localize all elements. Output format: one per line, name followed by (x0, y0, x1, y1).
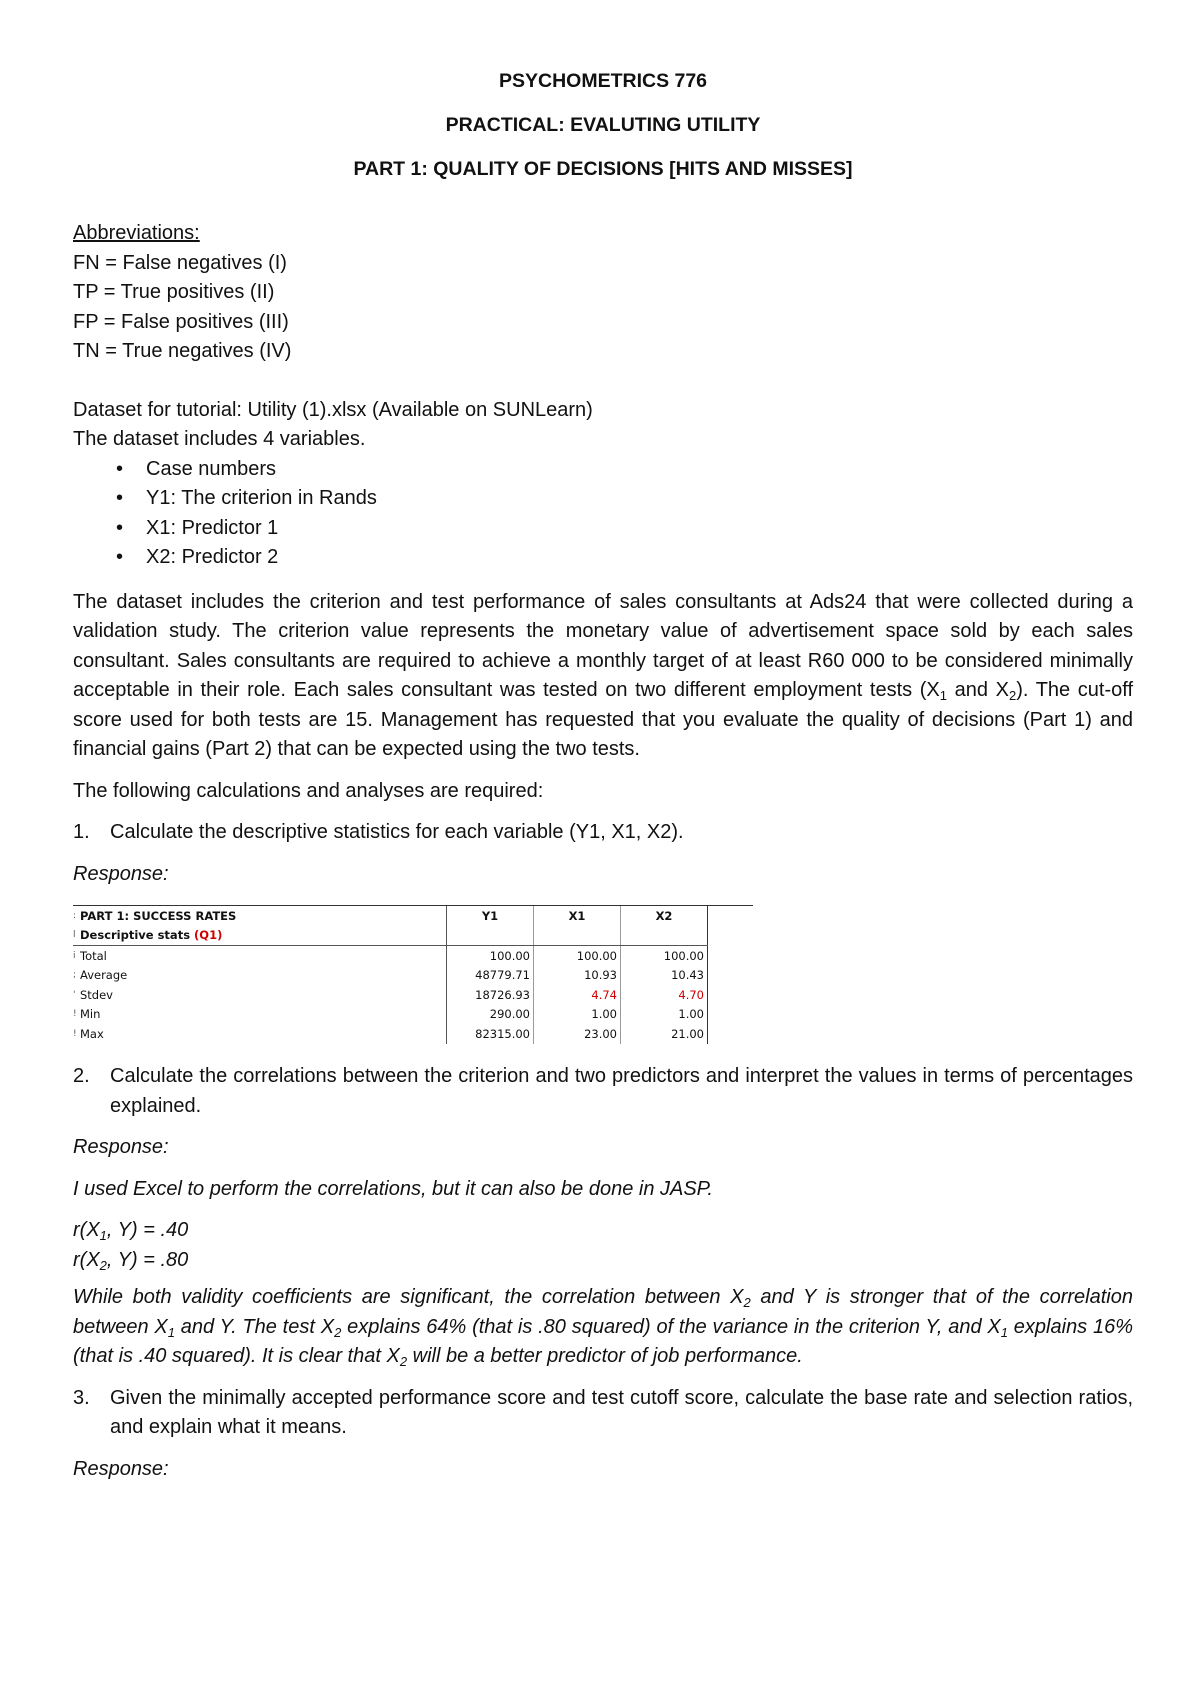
question-number: 2. (73, 1065, 90, 1087)
intro-paragraph: The dataset includes the criterion and test performance of sales consultants at Ads24 that were collected during a validation study. The criterion value represents the monetary value of advertisement space sold by each sales consultant. Sales consultants are required to achieve a monthly target of at least R60 000 to be considered minimally acceptable in their role. Each sales consultant was tested on two different employment tests ($X_1$ and $X_2$). The cut-off score used for both tests are 15. Management has requested that you evaluate the quality of decisions (Part 1) and financial gains (Part 2) that can be expected using the two tests. (73, 590, 1133, 760)
question-text: Calculate the correlations between the criterion and two predictors and interpret the values in terms of percentages explained. (110, 1065, 1133, 1117)
table-subtitle: Descriptive stats (Q1) (77, 926, 447, 946)
correlation-values (73, 1216, 1133, 1275)
abbrev-item: TN = True negatives (IV) (73, 340, 292, 362)
descriptive-stats-table: : PART 1: SUCCESS RATES Y1 X1 X2 l Descriptive stats (Q1) i Total 100.00 100.00 100.00 ; Average 48779.71 10.93 10.43 ' Stdev 18726.93 4.74 4.70 ! Min 290.00 1.00 1.00 ! Max 82315.00 23.00 21.00 (73, 905, 753, 1046)
response-label: Response: (73, 862, 169, 885)
table-row: i Total 100.00 100.00 100.00 (73, 946, 708, 966)
column-header: X1 (534, 906, 621, 926)
question-1 (73, 818, 1133, 848)
list-item: • Case numbers (73, 455, 1133, 485)
dataset-line: Dataset for tutorial: Utility (1).xlsx (Available on SUNLearn) (73, 398, 593, 421)
question-text: Given the minimally accepted performance score and test cutoff score, calculate the base rate and selection ratios, and explain what it means. (110, 1386, 1133, 1438)
course-title: PSYCHOMETRICS 776 (498, 70, 708, 92)
correlation-x2: $r(X_2$, Y) = .80 (73, 1248, 189, 1273)
correlation-x1: $r(X_1$, Y) = .40 (73, 1219, 189, 1243)
requirements-intro: The following calculations and analyses are required: (73, 779, 544, 802)
question-3 (73, 1384, 1133, 1443)
response-label: Response: (73, 1136, 169, 1158)
dataset-block (73, 396, 1133, 573)
question-text: Calculate the descriptive statistics for each variable (Y1, X1, X2). (110, 821, 684, 843)
table-row: ! Min 290.00 1.00 1.00 (73, 1005, 708, 1025)
response-label: Response: (73, 1457, 169, 1480)
question-2 (73, 1062, 1133, 1121)
abbreviations-heading: Abbreviations: (73, 222, 200, 244)
table-title: PART 1: SUCCESS RATES (77, 906, 447, 926)
variable-list (73, 455, 1133, 573)
dataset-line: The dataset includes 4 variables. (73, 428, 366, 450)
interpretation-paragraph: While both validity coefficients are significant, the correlation between $X_2$ and Y is stronger that of the correlation between $X_1$ and Y. The test $X_2$ explains 64% (that is .80 squared) of the variance in the criterion Y, and $X_1$ explains 16% (that is .40 squared). It is clear that $X_2$ will be a better predictor of job performance. (73, 1286, 1134, 1369)
question-number: 1. (73, 821, 90, 843)
bullet-icon: • (116, 516, 124, 539)
abbrev-item: FN = False negatives (I) (73, 251, 287, 274)
bullet-icon: • (116, 546, 124, 568)
list-item: • Y1: The criterion in Rands (73, 484, 1133, 514)
bullet-icon: • (116, 487, 124, 509)
table-row: ! Max 82315.00 23.00 21.00 (73, 1024, 708, 1044)
practical-title: PRACTICAL: EVALUTING UTILITY (445, 114, 761, 136)
list-item: • X1: Predictor 1 (73, 514, 1133, 544)
question-number: 3. (73, 1386, 90, 1409)
abbrev-item: FP = False positives (III) (73, 310, 289, 333)
column-header: X2 (621, 906, 708, 926)
column-header: Y1 (447, 906, 534, 926)
response-note: I used Excel to perform the correlations, but it can also be done in JASP. (73, 1177, 713, 1200)
bullet-icon: • (116, 457, 124, 480)
abbreviations-block (73, 219, 1133, 367)
list-item: • X2: Predictor 2 (73, 543, 1133, 573)
abbrev-item: TP = True positives (II) (73, 281, 275, 303)
document-page (73, 64, 1133, 1484)
part-title: PART 1: QUALITY OF DECISIONS [HITS AND MISSES] (353, 158, 853, 180)
table-row: ' Stdev 18726.93 4.74 4.70 (73, 985, 708, 1005)
table-row: ; Average 48779.71 10.93 10.43 (73, 966, 708, 986)
